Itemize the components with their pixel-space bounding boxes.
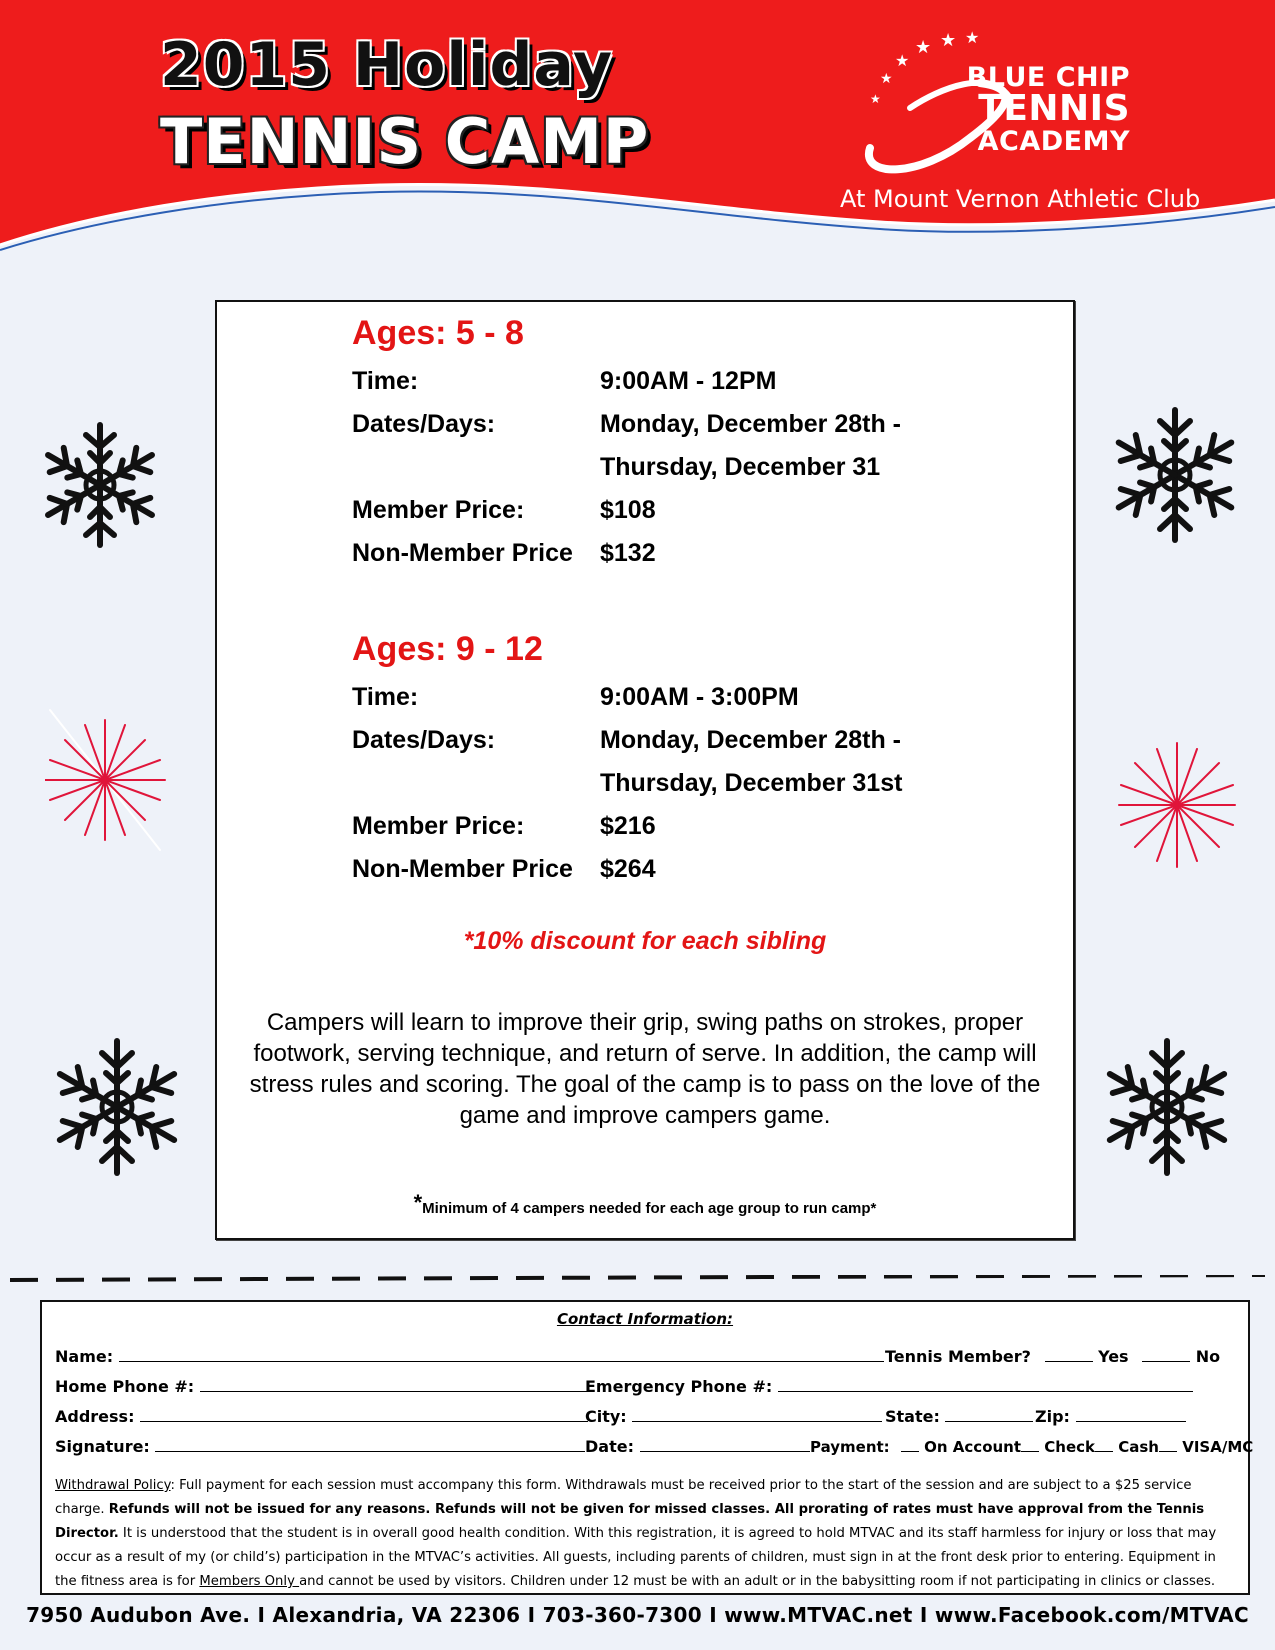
check-label: Check — [1044, 1438, 1096, 1456]
state-field[interactable] — [945, 1407, 1033, 1422]
info-value: Monday, December 28th - — [600, 410, 902, 438]
home-phone-label: Home Phone #: — [55, 1377, 195, 1396]
tennis-member-label: Tennis Member? — [885, 1347, 1031, 1366]
info-value: $132 — [600, 539, 656, 567]
title-line-1: 2015 Holiday — [160, 30, 614, 100]
title-line-2: TENNIS CAMP — [160, 105, 650, 178]
info-value: 9:00AM - 3:00PM — [600, 683, 799, 711]
city-label: City: — [585, 1407, 627, 1426]
yes-blank[interactable] — [1045, 1347, 1093, 1362]
city-field[interactable] — [632, 1407, 882, 1422]
emergency-phone-field[interactable] — [778, 1377, 1193, 1392]
logo-line-2: TENNIS — [978, 88, 1130, 129]
sibling-discount: *10% discount for each sibling — [463, 927, 827, 955]
info-value: 9:00AM - 12PM — [600, 367, 777, 395]
info-value: Monday, December 28th - — [600, 726, 902, 754]
svg-text:★: ★ — [940, 30, 957, 50]
info-label: Non-Member Price — [352, 855, 573, 883]
asterisk: * — [413, 1190, 423, 1215]
minimum-campers-note — [217, 1190, 1073, 1217]
cash-blank[interactable] — [1095, 1437, 1113, 1452]
sparkle-icon — [1115, 730, 1240, 880]
tennis-member-row — [885, 1347, 1220, 1366]
info-value: Thursday, December 31st — [600, 769, 903, 797]
info-label: Dates/Days: — [352, 410, 496, 438]
address-row — [55, 1407, 588, 1426]
zip-row — [1035, 1407, 1186, 1426]
minimum-text: Minimum of 4 campers needed for each age group to run camp* — [422, 1200, 877, 1217]
info-label: Time: — [352, 367, 419, 395]
state-label: State: — [885, 1407, 940, 1426]
svg-text:★: ★ — [880, 70, 893, 86]
info-label: Member Price: — [352, 812, 525, 840]
policy-text-1: : Full payment for each session must accompany this form. Withdrawals must be received prior to the start of the session and are subject to a $25 service charge. — [55, 1478, 1192, 1517]
name-field[interactable] — [119, 1347, 884, 1362]
svg-text:★: ★ — [915, 37, 932, 57]
date-field[interactable] — [640, 1437, 810, 1452]
on-account-blank[interactable] — [901, 1437, 919, 1452]
info-label: Time: — [352, 683, 419, 711]
withdrawal-policy — [55, 1474, 1238, 1594]
payment-label: Payment: — [810, 1438, 890, 1456]
svg-text:★: ★ — [870, 92, 881, 106]
emergency-phone-label: Emergency Phone #: — [585, 1377, 773, 1396]
logo-line-3: ACADEMY — [977, 126, 1130, 157]
address-label: Address: — [55, 1407, 135, 1426]
info-value: $216 — [600, 812, 656, 840]
signature-row — [55, 1437, 585, 1456]
zip-field[interactable] — [1076, 1407, 1186, 1422]
policy-members-only: Members Only — [199, 1574, 300, 1589]
policy-label: Withdrawal Policy — [55, 1478, 171, 1493]
academy-logo — [850, 28, 1180, 178]
home-phone-field[interactable] — [200, 1377, 588, 1392]
name-label: Name: — [55, 1347, 114, 1366]
svg-text:★: ★ — [895, 53, 910, 70]
camp-description: Campers will learn to improve their grip, swing paths on strokes, proper footwork, serving technique, and return of serve. In addition, the camp will stress rules and scoring. The goal of the camp is to pass on the love of the game and improve campers game. — [249, 1009, 1041, 1129]
info-label: Member Price: — [352, 496, 525, 524]
footer-contact: 7950 Audubon Ave. I Alexandria, VA 22306 I 703-360-7300 I www.MTVAC.net I www.Facebook.com/MTVAC — [26, 1603, 1249, 1627]
info-label: Dates/Days: — [352, 726, 496, 754]
snowflake-icon — [1100, 1030, 1235, 1185]
zip-label: Zip: — [1035, 1407, 1070, 1426]
signature-label: Signature: — [55, 1437, 150, 1456]
snowflake-icon — [40, 415, 160, 555]
no-label: No — [1195, 1347, 1221, 1366]
svg-text:★: ★ — [965, 30, 980, 47]
policy-text-2: It is understood that the student is in overall good health condition. With this registration, it is agreed to hold MTVAC and its staff harmless for injury or loss that may occur as a result of my (or child’s) participation in the MTVAC’s activities. All guests, including parents of children, must sign in at the front desk prior to entering. Equipment in the fitness area is for — [55, 1526, 1217, 1589]
state-row — [885, 1407, 1033, 1426]
yes-label: Yes — [1098, 1347, 1129, 1366]
age-group-heading: Ages: 9 - 12 — [352, 630, 543, 668]
logo-line-1: BLUE CHIP — [966, 62, 1130, 93]
info-value: $108 — [600, 496, 656, 524]
no-blank[interactable] — [1142, 1347, 1190, 1362]
info-value: Thursday, December 31 — [600, 453, 881, 481]
home-phone-row — [55, 1377, 588, 1396]
date-label: Date: — [585, 1437, 634, 1456]
city-row — [585, 1407, 882, 1426]
policy-text-3: and cannot be used by visitors. Children under 12 must be with an adult or in the babysitting room if not participating in clinics or classes. — [299, 1574, 1216, 1589]
visa-label: VISA/MC — [1182, 1438, 1254, 1456]
visa-blank[interactable] — [1159, 1437, 1177, 1452]
address-field[interactable] — [140, 1407, 588, 1422]
snowflake-icon — [50, 1030, 185, 1185]
cut-line — [10, 1275, 1265, 1285]
registration-form — [40, 1300, 1254, 1595]
name-row — [55, 1347, 884, 1366]
sparkle-icon — [45, 705, 170, 855]
payment-row — [810, 1437, 1253, 1456]
signature-field[interactable] — [155, 1437, 585, 1452]
form-title: Contact Information: — [556, 1310, 734, 1328]
camp-info-box — [215, 300, 1075, 1240]
age-group-heading: Ages: 5 - 8 — [352, 314, 524, 352]
policy-refund-text: Refunds will not be issued for any reasons. Refunds will not be given for missed classes. All prorating of rates must have approval from the Tennis Director. — [55, 1502, 1205, 1541]
info-value: $264 — [600, 855, 656, 883]
on-account-label: On Account — [924, 1438, 1022, 1456]
cash-label: Cash — [1118, 1438, 1159, 1456]
date-row — [585, 1437, 810, 1456]
snowflake-icon — [1110, 400, 1240, 550]
emergency-phone-row — [585, 1377, 1193, 1396]
club-name: At Mount Vernon Athletic Club — [840, 185, 1201, 213]
info-label: Non-Member Price — [352, 539, 573, 567]
check-blank[interactable] — [1021, 1437, 1039, 1452]
